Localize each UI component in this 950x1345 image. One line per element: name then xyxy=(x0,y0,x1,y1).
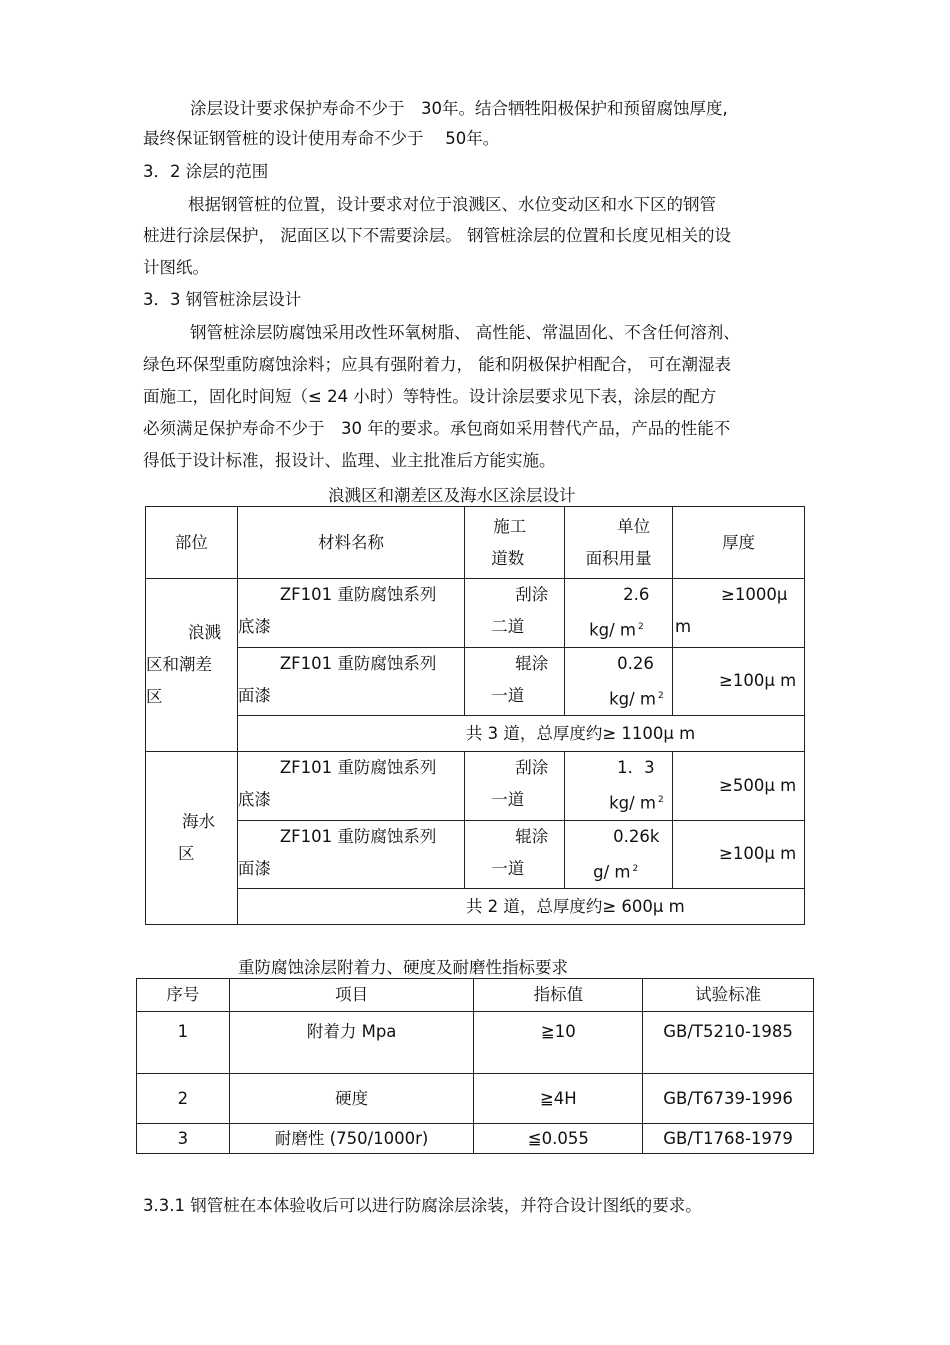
paragraph-line: 得低于设计标准，报设计、监理、业主批准后方能实施。 xyxy=(143,451,556,470)
cell-text: ZF101 重防腐蚀系列 xyxy=(279,758,437,777)
table-row xyxy=(146,820,805,889)
total-row xyxy=(146,889,805,925)
paragraph-line: 最终保证钢管桩的设计使用寿命不少于 50年。 xyxy=(143,129,500,148)
header-cell: 厚度 xyxy=(673,507,805,579)
cell-text: 0.26k xyxy=(613,826,660,846)
total-text: 共 3 道，总厚度约≥ 1100μ m xyxy=(465,723,696,743)
superscript: 2 xyxy=(638,622,644,632)
usage-cell xyxy=(565,820,673,889)
header-cell: 序号 xyxy=(137,979,230,1012)
thickness-cell xyxy=(673,579,805,648)
cell-text: 刮涂 xyxy=(515,758,549,777)
paragraph-line: 面施工，固化时间短（≤ 24 小时）等特性。设计涂层要求见下表，涂层的配方 xyxy=(143,387,717,406)
unit-text: g/ m xyxy=(593,862,631,881)
header-text: 施工 xyxy=(493,516,527,536)
header-cell xyxy=(565,507,673,579)
cell-text: 一道 xyxy=(491,685,525,705)
table-cell: 2 xyxy=(137,1074,230,1124)
unit-text: kg/ m xyxy=(589,620,636,640)
zone-cell xyxy=(146,579,238,752)
thickness-cell xyxy=(673,752,805,821)
cell-text xyxy=(565,784,672,820)
table-cell: 1 xyxy=(137,1012,230,1074)
total-row xyxy=(146,716,805,752)
cell-text: ≥100μ m xyxy=(719,844,797,864)
zone-text: 区 xyxy=(146,687,163,706)
paragraph-line: 计图纸。 xyxy=(143,258,209,277)
header-cell: 材料名称 xyxy=(237,507,464,579)
table-cell: 耐磨性 (750/1000r) xyxy=(229,1124,474,1154)
cell-text: 一道 xyxy=(491,858,525,878)
thickness-cell xyxy=(673,820,805,889)
table-row xyxy=(146,752,805,821)
table-cell: GB/T5210-1985 xyxy=(643,1012,814,1074)
method-cell xyxy=(465,820,565,889)
paragraph-line: 钢管桩涂层防腐蚀采用改性环氧树脂、 高性能、常温固化、不含任何溶剂、 xyxy=(190,323,740,342)
header-text: 面积用量 xyxy=(585,548,652,568)
unit-text: kg/ m xyxy=(609,689,656,708)
performance-index-table xyxy=(136,978,814,1154)
cell-text: 辊涂 xyxy=(515,653,549,673)
superscript: 2 xyxy=(632,863,639,874)
paragraph-line: 必须满足保护寿命不少于 30 年的要求。承包商如采用替代产品，产品的性能不 xyxy=(143,419,731,438)
cell-text: ≥100μ m xyxy=(719,671,797,691)
header-cell: 部位 xyxy=(146,507,238,579)
table-header-row xyxy=(146,507,805,579)
zone-text: 浪溅 xyxy=(188,623,221,642)
usage-cell xyxy=(565,752,673,821)
zone-text: 海水 xyxy=(182,812,215,831)
material-cell xyxy=(237,647,464,716)
paragraph-line: 涂层设计要求保护寿命不少于 30年。结合牺牲阳极保护和预留腐蚀厚度, xyxy=(190,99,728,118)
cell-text: ≥500μ m xyxy=(719,775,797,795)
usage-cell xyxy=(565,579,673,648)
header-text: 道数 xyxy=(491,548,525,568)
header-cell: 试验标准 xyxy=(643,979,814,1012)
paragraph-line: 3.3.1 钢管桩在本体验收后可以进行防腐涂层涂装，并符合设计图纸的要求。 xyxy=(143,1196,702,1215)
cell-text: 刮涂 xyxy=(515,585,549,604)
cell-text: 底漆 xyxy=(237,617,271,636)
cell-text: 二道 xyxy=(491,617,525,636)
table-row xyxy=(137,1124,814,1154)
material-cell xyxy=(237,752,464,821)
zone-text: 区 xyxy=(178,844,195,863)
header-cell: 指标值 xyxy=(474,979,643,1012)
zone-cell xyxy=(146,752,238,925)
cell-text: ZF101 重防腐蚀系列 xyxy=(279,826,437,846)
coating-design-table xyxy=(145,506,805,925)
cell-text: 2.6 xyxy=(623,585,650,604)
table-cell: GB/T6739-1996 xyxy=(643,1074,814,1124)
table-cell: GB/T1768-1979 xyxy=(643,1124,814,1154)
total-cell xyxy=(237,716,804,752)
total-text: 共 2 道，总厚度约≥ 600μ m xyxy=(465,896,685,916)
cell-text: 0.26 xyxy=(617,653,654,673)
total-cell xyxy=(237,889,804,925)
table-row xyxy=(146,647,805,716)
table-cell: ≦0.055 xyxy=(474,1124,643,1154)
header-cell xyxy=(465,507,565,579)
section-heading: 3．2 涂层的范围 xyxy=(143,162,269,181)
header-cell: 项目 xyxy=(229,979,474,1012)
superscript: 2 xyxy=(658,690,664,701)
table-cell: 硬度 xyxy=(229,1074,474,1124)
paragraph-line: 桩进行涂层保护， 泥面区以下不需要涂层。 钢管桩涂层的位置和长度见相关的设 xyxy=(143,226,731,245)
cell-text: ≥1000μ xyxy=(721,585,788,604)
method-cell xyxy=(465,579,565,648)
table-caption: 重防腐蚀涂层附着力、硬度及耐磨性指标要求 xyxy=(238,958,568,977)
unit-text: kg/ m xyxy=(609,793,656,813)
table-row xyxy=(137,1012,814,1074)
cell-text: m xyxy=(675,617,692,636)
cell-text: 底漆 xyxy=(237,790,271,809)
usage-cell xyxy=(565,647,673,716)
method-cell xyxy=(465,647,565,716)
table-cell: ≧4H xyxy=(474,1074,643,1124)
table-cell: 3 xyxy=(137,1124,230,1154)
header-text: 单位 xyxy=(617,516,651,536)
paragraph-line: 根据钢管桩的位置，设计要求对位于浪溅区、水位变动区和水下区的钢管 xyxy=(188,195,716,214)
thickness-cell xyxy=(673,647,805,716)
paragraph-line: 绿色环保型重防腐蚀涂料；应具有强附着力， 能和阴极保护相配合， 可在潮湿表 xyxy=(143,355,731,374)
table-header-row xyxy=(137,979,814,1012)
cell-text: ZF101 重防腐蚀系列 xyxy=(279,585,437,604)
cell-text: 面漆 xyxy=(237,685,271,705)
cell-text: 一道 xyxy=(491,790,525,809)
section-heading: 3．3 钢管桩涂层设计 xyxy=(143,290,302,309)
table-caption: 浪溅区和潮差区及海水区涂层设计 xyxy=(328,486,576,505)
cell-text xyxy=(565,680,672,716)
superscript: 2 xyxy=(658,795,664,805)
table-cell: 附着力 Mpa xyxy=(229,1012,474,1074)
cell-text xyxy=(565,611,672,647)
cell-text: ZF101 重防腐蚀系列 xyxy=(279,653,437,673)
zone-text: 区和潮差 xyxy=(146,655,212,674)
method-cell xyxy=(465,752,565,821)
material-cell xyxy=(237,820,464,889)
material-cell xyxy=(237,579,464,648)
table-cell: ≧10 xyxy=(474,1012,643,1074)
cell-text: 面漆 xyxy=(237,858,271,878)
cell-text: 1．3 xyxy=(617,758,655,777)
table-row xyxy=(137,1074,814,1124)
table-row xyxy=(146,579,805,648)
cell-text xyxy=(565,853,672,889)
cell-text: 辊涂 xyxy=(515,826,549,846)
